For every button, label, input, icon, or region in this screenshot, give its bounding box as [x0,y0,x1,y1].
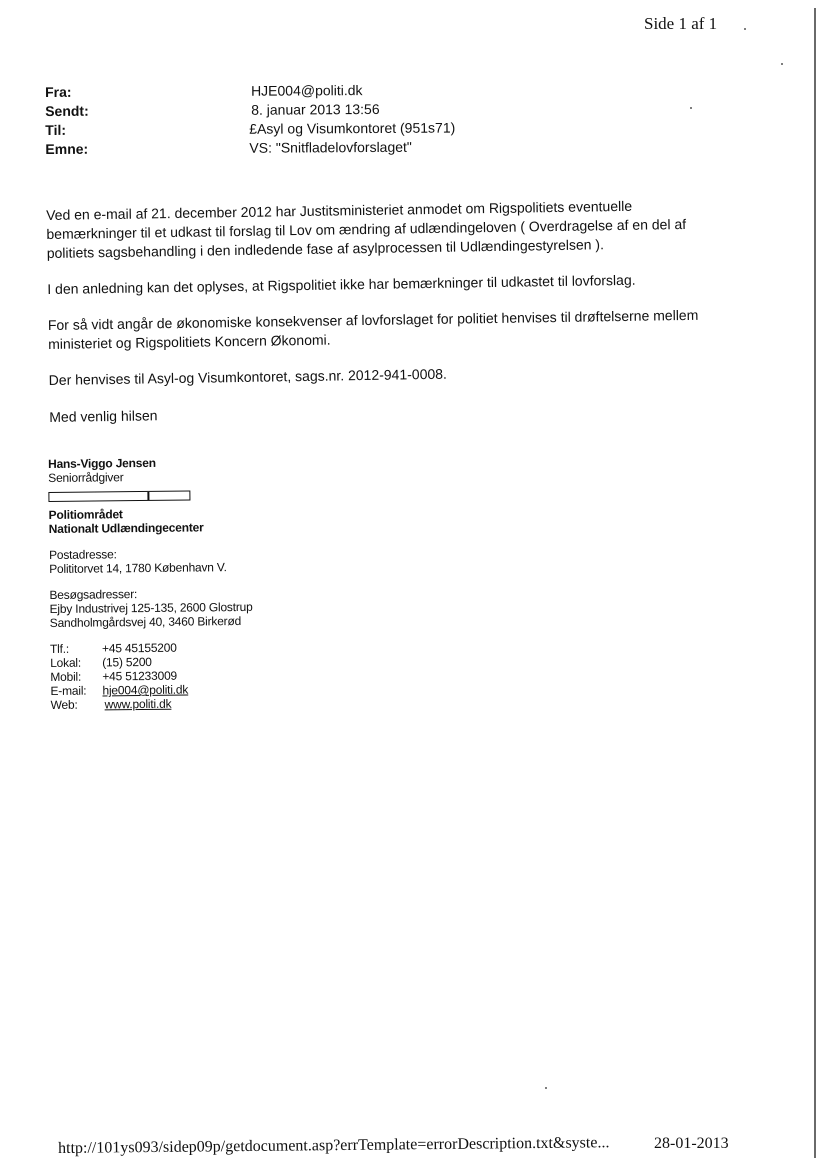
subject-label: Emne: [45,140,89,157]
visit-address-2: Sandholmgårdsvej 40, 3460 Birkerød [49,613,242,630]
contact-list [50,640,254,712]
signature-block [48,455,254,712]
to-value: £Asyl og Visumkontoret (951s71) [249,119,456,137]
postal-label: Postadresse: [48,547,117,562]
subject-value: VS: "Snitfladelovforslaget" [249,138,412,156]
police-logo-bar [48,491,190,502]
mobile-label: Mobil: [50,669,82,684]
web-link[interactable]: www.politi.dk [104,696,172,712]
signer-name: Hans-Viggo Jensen [48,455,156,471]
body-paragraph: Ved en e-mail af 21. december 2012 har Justitsministeriet anmodet om Rigspolitiets eventuelle bemærkninger til et udkast til forslag til Lov om ændring af udlændingeloven ( Overdragelse af en del af politiets sagsbehandling i den indledende fase af asylprocessen til Udlændingestyrelsen ). [46,197,687,261]
scan-edge-line [814,8,816,1158]
body-paragraph: I den anledning kan det oplyses, at Rigspolitiet ikke har bemærkninger til udkastet til lovforslag. [47,271,636,297]
scan-speck [545,1087,547,1089]
sent-label: Sendt: [45,102,89,119]
mobile-value: +45 51233009 [102,668,178,684]
scan-speck [781,63,783,65]
footer-date: 28-01-2013 [654,1135,729,1152]
email-label: E-mail: [50,683,87,698]
phone-value: +45 45155200 [101,640,177,656]
from-value: HJE004@politi.dk [250,82,363,99]
org-name: Politiområdet [48,507,123,522]
visit-label: Besøgsadresser: [49,587,138,602]
body-paragraph: Der henvises til Asyl-og Visumkontoret, sags.nr. 2012-941-0008. [48,365,447,388]
body-paragraph: For så vidt angår de økonomiske konsekvenser af lovforslaget for politiet henvises til drøftelserne mellem ministeriet og Rigspolitiets Koncern Økonomi. [47,306,699,352]
postal-address: Polititorvet 14, 1780 København V. [49,560,227,576]
signer-title: Seniorrådgiver [48,470,124,485]
org-unit: Nationalt Udlændingecenter [48,520,204,536]
footer-url: http://101ys093/sidep09p/getdocument.asp?errTemplate=errorDescription.txt&syste... [58,1134,610,1157]
scan-speck [744,28,746,30]
scan-speck [690,107,692,109]
sent-value: 8. januar 2013 13:56 [251,100,380,118]
closing-line: Med venlig hilsen [49,407,158,425]
web-label: Web: [50,697,78,712]
local-value: (15) 5200 [102,654,152,670]
from-label: Fra: [45,83,72,100]
email-body [46,195,729,427]
to-label: Til: [45,121,67,138]
phone-label: Tlf.: [49,641,70,656]
page-number: Side 1 af 1 [644,14,718,33]
visit-address-1: Ejby Industrivej 125-135, 2600 Glostrup [49,599,253,616]
email-link[interactable]: hje004@politi.dk [102,682,189,698]
local-label: Lokal: [50,655,82,670]
